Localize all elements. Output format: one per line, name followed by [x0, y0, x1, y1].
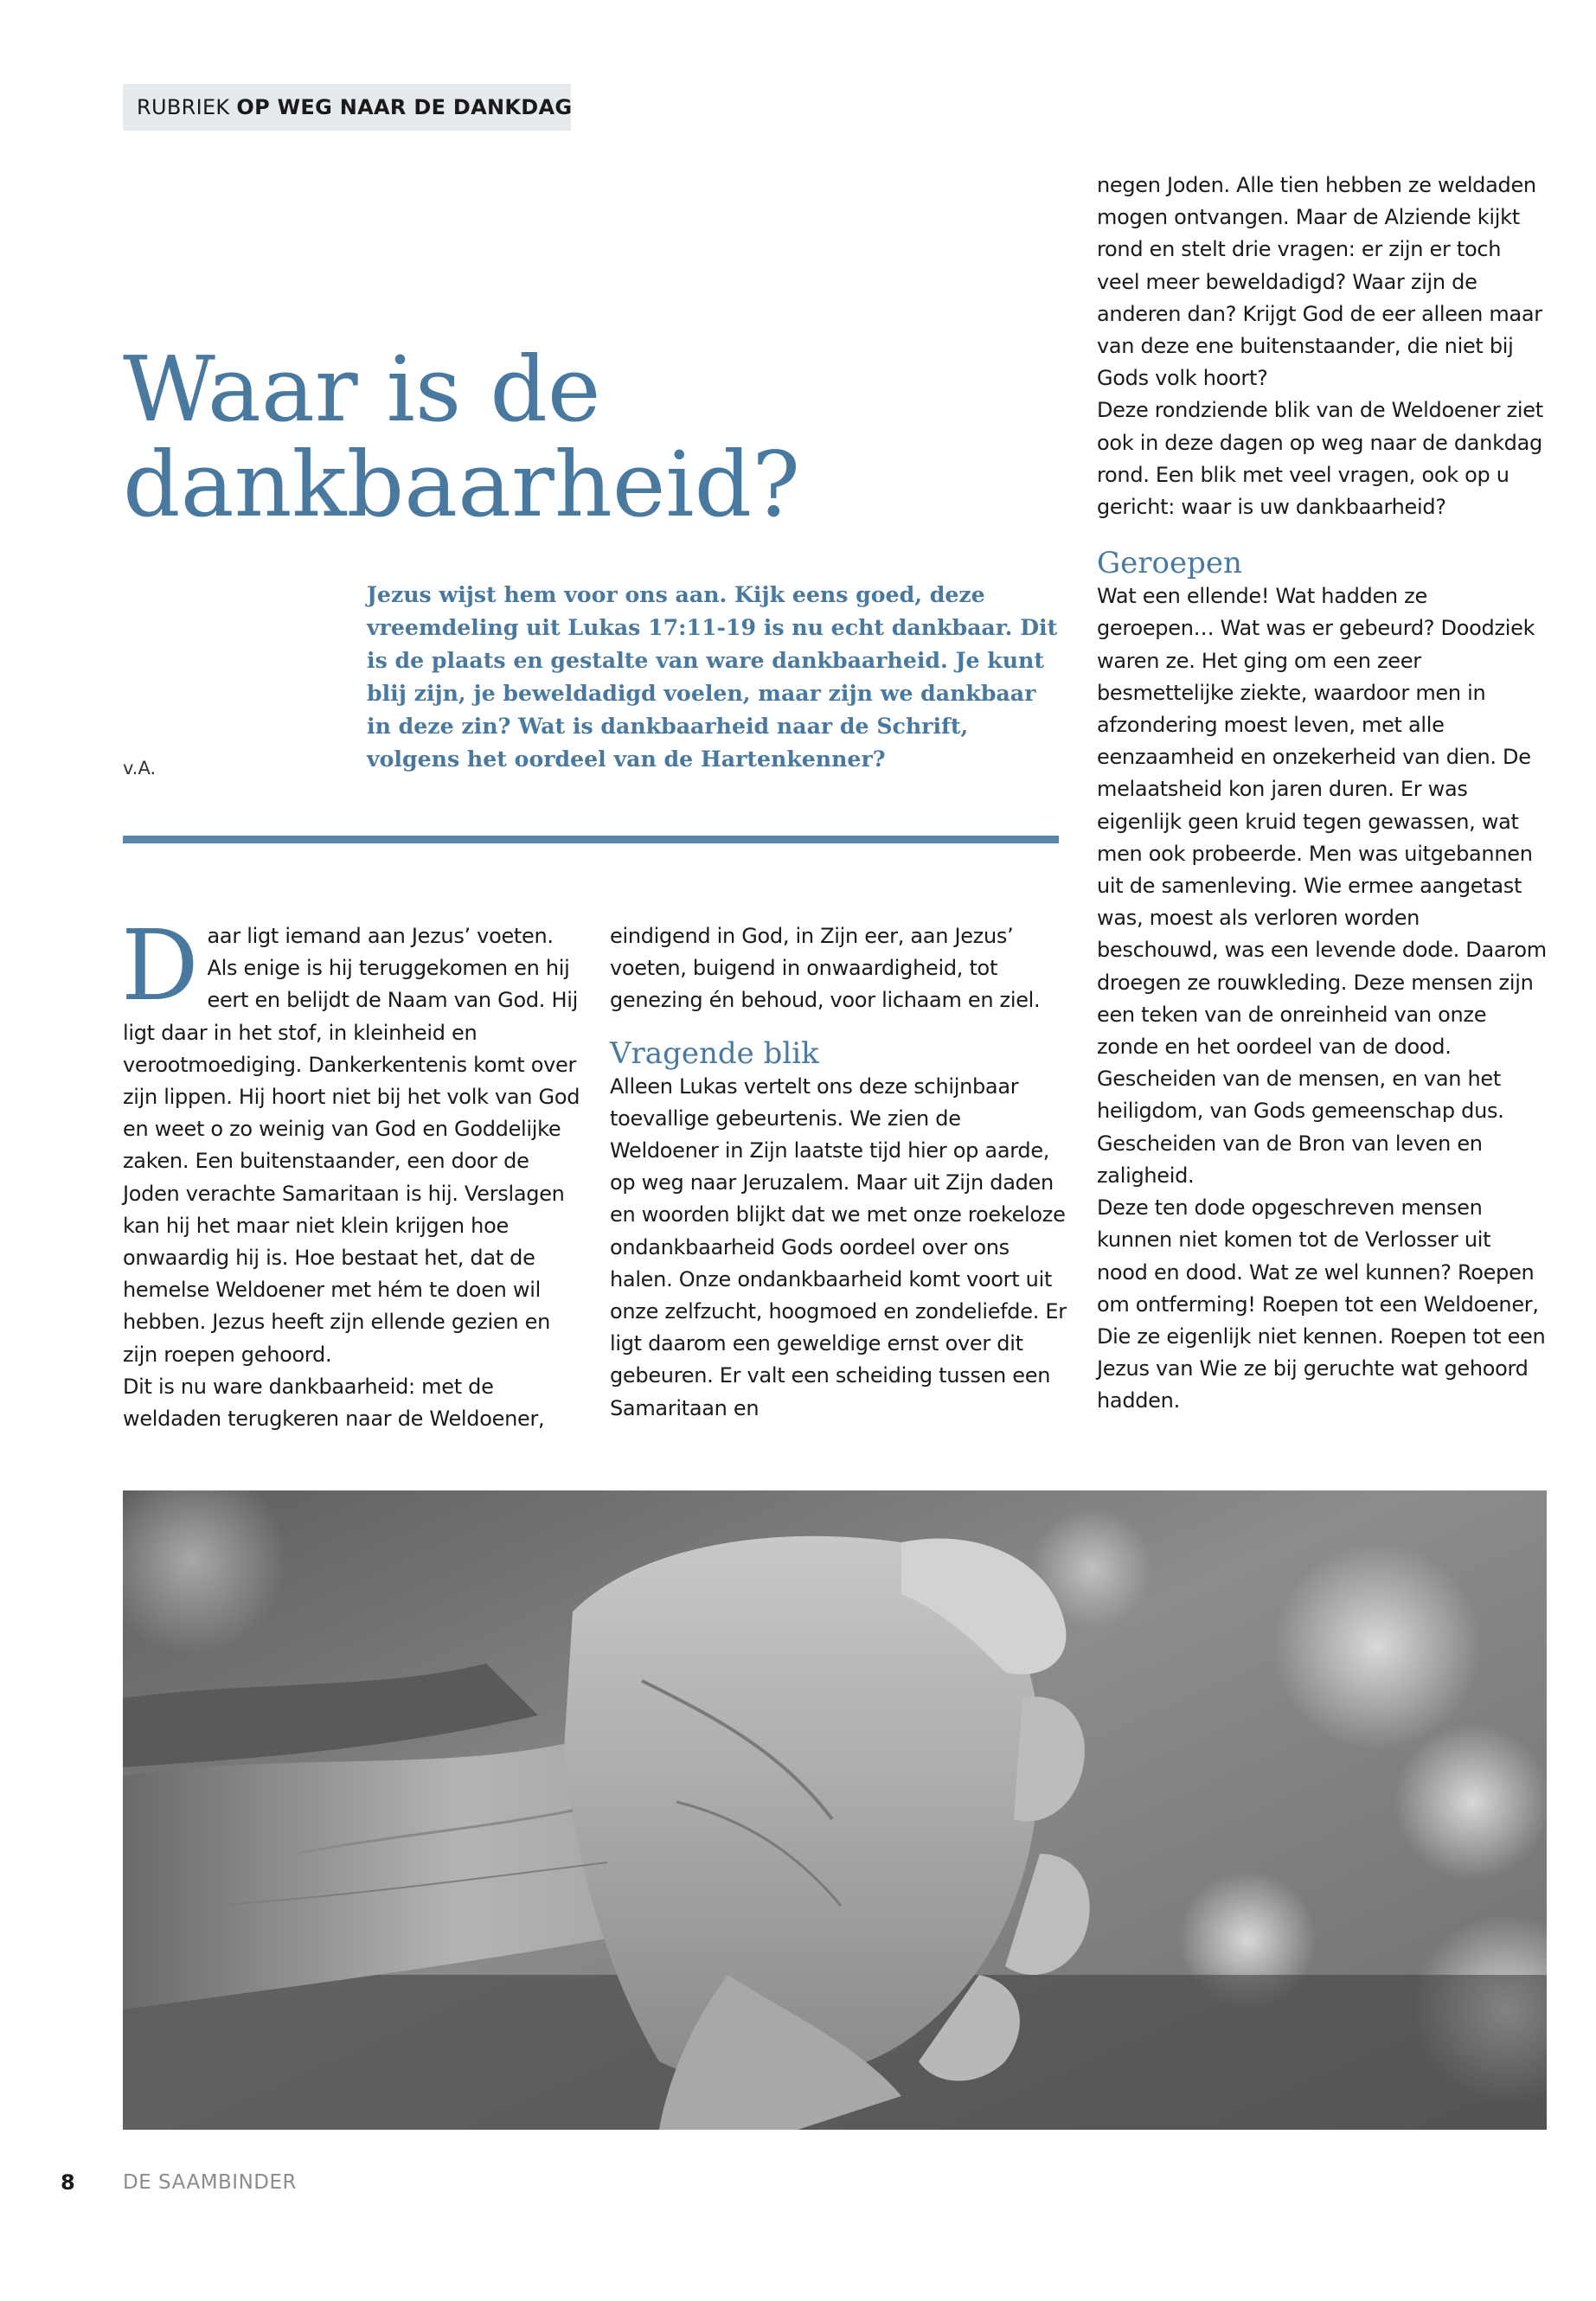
paragraph: Dit is nu ware dankbaarheid: met de weldaden terugkeren naar de Weldoener,: [123, 1374, 545, 1432]
paragraph: negen Joden. Alle tien hebben ze weldaden mogen ontvangen. Maar de Alziende kijkt rond en stelt drie vragen: er zijn er toch veel meer beweldadigd? Waar zijn de anderen dan? Krijgt God de eer alleen maar van deze ene buitenstaander, die niet bij Gods volk hoort?: [1097, 173, 1542, 391]
section-tag-title: OP WEG NAAR DE DANKDAG: [236, 95, 573, 119]
drop-cap: D: [121, 910, 199, 1022]
paragraph: eindigend in God, in Zijn eer, aan Jezus’ voeten, buigend in onwaardigheid, tot genezing én behoud, voor lichaam en ziel.: [610, 924, 1041, 1013]
paragraph: Deze rondziende blik van de Weldoener ziet ook in deze dagen op weg naar de dankdag rond. Een blik met veel vragen, ook op u gericht: waar is uw dankbaarheid?: [1097, 398, 1543, 520]
paragraph: Alleen Lukas vertelt ons deze schijnbaar toevallige gebeurtenis. We zien de Weldoener in Zijn laatste tijd hier op aarde, op weg naar Jeruzalem. Maar uit Zijn daden en woorden blijkt dat we met onze roekeloze ondankbaarheid Gods oordeel over ons halen. Onze ondankbaarheid komt voort uit onze zelfzucht, hoogmoed en zondeliefde. Er ligt daarom een geweldige ernst over dit gebeuren. Er valt een scheiding tussen een Samaritaan en: [610, 1074, 1067, 1420]
column-2: [610, 920, 1068, 1425]
column-1: [121, 910, 581, 1435]
section-tag-label: RUBRIEK: [137, 95, 230, 119]
paragraph-text: aar ligt iemand aan Jezus’ voeten. Als enige is hij teruggekomen en hij eert en belijdt de Naam van God. Hij ligt daar in het stof, in kleinheid en verootmoediging. Dankerkentenis komt over zijn lippen. Hij hoort niet bij het volk van God en weet o zo weinig van God en Goddelijke zaken. Een buitenstaander, een door de Joden verachte Samaritaan is hij. Verslagen kan hij het maar niet klein krijgen hoe onwaardig hij is. Hoe bestaat het, dat de hemelse Weldoener met hém te doen wil hebben. Jezus heeft zijn ellende gezien en zijn roepen gehoord.: [123, 924, 580, 1367]
article-title: Waar is de dankbaarheid?: [123, 336, 800, 537]
paragraph: Wat een ellende! Wat hadden ze geroepen… Wat was er gebeurd? Doodziek waren ze. Het ging om een zeer besmettelijke ziekte, waardoor men in afzondering moest leven, met alle eenzaamheid en onzekerheid van dien. De melaatsheid kon jaren duren. Er was eigenlijk geen kruid tegen gewassen, wat men ook probeerde. Men was uitgebannen uit de samenleving. Wie ermee aangetast was, moest als verloren worden beschouwd, was een levende dode. Daarom droegen ze rouwkleding. Deze mensen zijn een teken van de onreinheid van onze zonde en het oordeel van de dood. Gescheiden van de mensen, en van het heiligdom, van Gods gemeenschap dus. Gescheiden van de Bron van leven en zaligheid.: [1097, 584, 1547, 1188]
magazine-name: DE SAAMBINDER: [123, 2171, 298, 2194]
praying-hands-photo: [123, 1490, 1547, 2130]
author: v.A.: [123, 758, 157, 779]
paragraph: [121, 910, 581, 1371]
section-tag: [123, 84, 571, 131]
divider: [123, 836, 1059, 843]
column-3: [1097, 170, 1547, 1418]
subheading: Geroepen: [1097, 546, 1242, 581]
paragraph: Deze ten dode opgeschreven mensen kunnen niet komen tot de Verlosser uit nood en dood. Wat ze wel kunnen? Roepen om ontferming! Roepen tot een Weldoener, Die ze eigenlijk niet kennen. Roepen tot een Jezus van Wie ze bij geruchte wat gehoord hadden.: [1097, 1195, 1546, 1413]
page-number: 8: [61, 2170, 75, 2195]
subheading: Vragende blik: [610, 1035, 819, 1071]
lead-paragraph: Jezus wijst hem voor ons aan. Kijk eens goed, deze vreemdeling uit Lukas 17:11-19 is nu echt dankbaar. Dit is de plaats en gestalte van ware dankbaarheid. Je kunt blij zijn, je beweldadigd voelen, maar zijn we dankbaar in deze zin? Wat is dankbaarheid naar de Schrift, volgens het oordeel van de Hartenkenner?: [367, 581, 1058, 772]
